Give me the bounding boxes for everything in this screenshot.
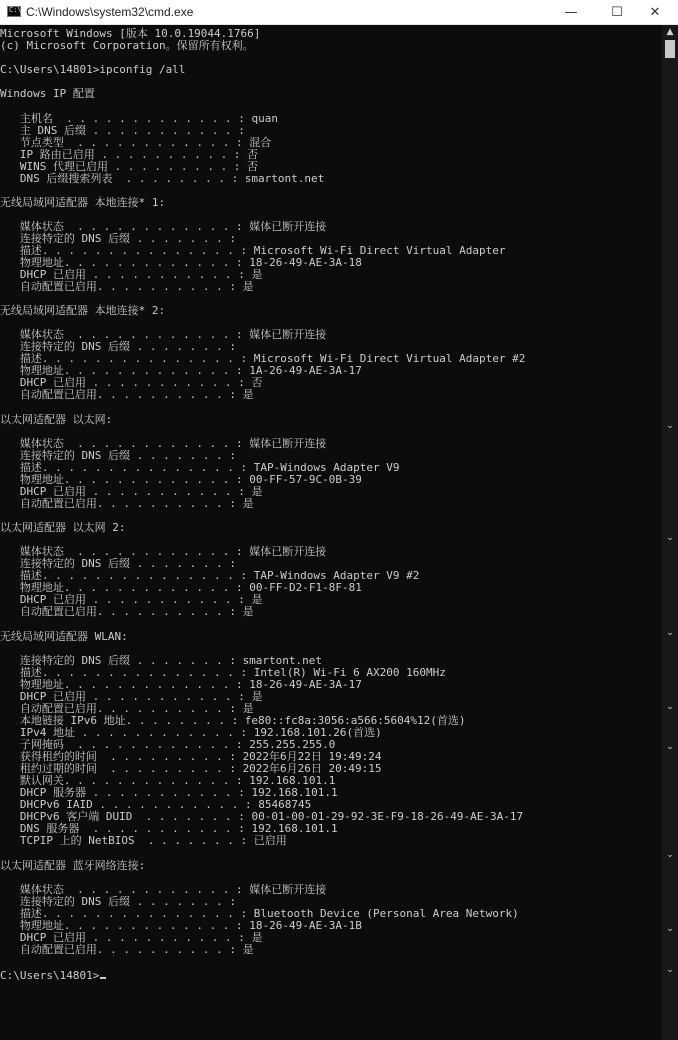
console-line: DHCPv6 客户端 DUID . . . . . . . : 00-01-00-01-29-92-3E-F9-18-26-49-AE-3A-17 xyxy=(0,810,524,823)
console-line: DHCP 已启用 . . . . . . . . . . . : 是 xyxy=(0,690,263,703)
console-line: 无线局域网适配器 WLAN: xyxy=(0,630,128,643)
console-line: C:\Users\14801>ipconfig /all xyxy=(0,63,186,76)
prompt-text: C:\Users\14801> xyxy=(0,969,100,982)
title-bar[interactable] xyxy=(0,0,678,25)
console-line: 物理地址. . . . . . . . . . . . . : 1A-26-49-AE-3A-17 xyxy=(0,364,362,377)
console-line: 自动配置已启用. . . . . . . . . . : 是 xyxy=(0,497,254,510)
scroll-chevron-icon: ⌄ xyxy=(666,742,674,752)
scroll-chevron-icon: ⌄ xyxy=(666,702,674,712)
console-line: 无线局域网适配器 本地连接* 1: xyxy=(0,196,166,209)
console-line: TCPIP 上的 NetBIOS . . . . . . . : 已启用 xyxy=(0,834,287,847)
console-line: 节点类型 . . . . . . . . . . . . : 混合 xyxy=(0,136,272,149)
console-line: 获得租约的时间 . . . . . . . . . : 2022年6月22日 19:49:24 xyxy=(0,750,382,763)
console-line: Windows IP 配置 xyxy=(0,87,95,100)
console-line: WINS 代理已启用 . . . . . . . . . : 否 xyxy=(0,160,259,173)
console-line: 租约过期的时间 . . . . . . . . . : 2022年6月26日 20:49:15 xyxy=(0,762,382,775)
console-line: 自动配置已启用. . . . . . . . . . : 是 xyxy=(0,605,254,618)
command-prompt[interactable] xyxy=(0,970,106,982)
console-line: DHCP 已启用 . . . . . . . . . . . : 是 xyxy=(0,268,263,281)
scroll-chevron-icon: ⌄ xyxy=(666,850,674,860)
console-line: 描述. . . . . . . . . . . . . . . : TAP-Windows Adapter V9 #2 xyxy=(0,569,420,582)
console-line: DHCPv6 IAID . . . . . . . . . . . : 85468745 xyxy=(0,798,312,811)
console-line: DHCP 已启用 . . . . . . . . . . . : 是 xyxy=(0,593,263,606)
console-line: 自动配置已启用. . . . . . . . . . : 是 xyxy=(0,702,254,715)
minimize-button[interactable]: — xyxy=(564,5,578,20)
scroll-chevron-icon: ⌄ xyxy=(666,924,674,934)
scroll-thumb[interactable] xyxy=(665,40,675,58)
console-line: DNS 后缀搜索列表 . . . . . . . . : smartont.net xyxy=(0,172,325,185)
console-line: DHCP 已启用 . . . . . . . . . . . : 是 xyxy=(0,931,263,944)
console-line: 连接特定的 DNS 后缀 . . . . . . . : smartont.net xyxy=(0,654,323,667)
console-line: 连接特定的 DNS 后缀 . . . . . . . : xyxy=(0,895,236,908)
console-line: 媒体状态 . . . . . . . . . . . . : 媒体已断开连接 xyxy=(0,328,327,341)
console-line: 主机名 . . . . . . . . . . . . . : quan xyxy=(0,112,279,125)
console-line: IPv4 地址 . . . . . . . . . . . . : 192.168.101.26(首选) xyxy=(0,726,382,739)
console-line: 自动配置已启用. . . . . . . . . . : 是 xyxy=(0,280,254,293)
console-line: 连接特定的 DNS 后缀 . . . . . . . : xyxy=(0,449,236,462)
console-line: 描述. . . . . . . . . . . . . . . : Microsoft Wi-Fi Direct Virtual Adapter #2 xyxy=(0,352,526,365)
window-title: C:\Windows\system32\cmd.exe xyxy=(26,5,194,19)
cmd-app-icon xyxy=(7,6,21,17)
console-line: 描述. . . . . . . . . . . . . . . : Intel(R) Wi-Fi 6 AX200 160MHz xyxy=(0,666,446,679)
console-line: DNS 服务器 . . . . . . . . . . . : 192.168.101.1 xyxy=(0,822,338,835)
console-line: 描述. . . . . . . . . . . . . . . : Bluetooth Device (Personal Area Network) xyxy=(0,907,519,920)
console-line: 描述. . . . . . . . . . . . . . . : Microsoft Wi-Fi Direct Virtual Adapter xyxy=(0,244,506,257)
console-line: 物理地址. . . . . . . . . . . . . : 18-26-49-AE-3A-1B xyxy=(0,919,362,932)
console-line: DHCP 已启用 . . . . . . . . . . . : 是 xyxy=(0,485,263,498)
console-line: 连接特定的 DNS 后缀 . . . . . . . : xyxy=(0,557,236,570)
scroll-chevron-icon: ⌄ xyxy=(666,533,674,543)
scroll-up-arrow-icon[interactable]: ▲ xyxy=(666,27,674,37)
console-line: 连接特定的 DNS 后缀 . . . . . . . : xyxy=(0,232,236,245)
vertical-scrollbar[interactable] xyxy=(662,25,678,1040)
console-line: 物理地址. . . . . . . . . . . . . : 18-26-49-AE-3A-18 xyxy=(0,256,362,269)
console-line: 无线局域网适配器 本地连接* 2: xyxy=(0,304,166,317)
console-line: DHCP 已启用 . . . . . . . . . . . : 否 xyxy=(0,376,263,389)
console-line: 本地链接 IPv6 地址. . . . . . . . : fe80::fc8a:3056:a566:5604%12(首选) xyxy=(0,714,466,727)
console-line: 物理地址. . . . . . . . . . . . . : 00-FF-D2-F1-8F-81 xyxy=(0,581,362,594)
maximize-button[interactable]: ☐ xyxy=(611,5,623,20)
console-line: 自动配置已启用. . . . . . . . . . : 是 xyxy=(0,388,254,401)
scroll-chevron-icon: ⌄ xyxy=(666,421,674,431)
console-line: 以太网适配器 以太网: xyxy=(0,413,113,426)
console-line: 描述. . . . . . . . . . . . . . . : TAP-Windows Adapter V9 xyxy=(0,461,400,474)
scroll-chevron-icon: ⌄ xyxy=(666,965,674,975)
console-line: 以太网适配器 以太网 2: xyxy=(0,521,126,534)
console-output[interactable] xyxy=(0,25,662,1040)
close-button[interactable]: ✕ xyxy=(649,5,661,20)
console-line: 默认网关. . . . . . . . . . . . . : 192.168.101.1 xyxy=(0,774,336,787)
console-line: 自动配置已启用. . . . . . . . . . : 是 xyxy=(0,943,254,956)
console-line: 子网掩码 . . . . . . . . . . . . : 255.255.255.0 xyxy=(0,738,336,751)
console-line: 物理地址. . . . . . . . . . . . . : 00-FF-57-9C-0B-39 xyxy=(0,473,362,486)
console-line: 媒体状态 . . . . . . . . . . . . : 媒体已断开连接 xyxy=(0,220,327,233)
text-cursor xyxy=(100,977,106,979)
console-line: 主 DNS 后缀 . . . . . . . . . . . : xyxy=(0,124,245,137)
app-icon-text: C:\ xyxy=(9,6,22,14)
console-line: 媒体状态 . . . . . . . . . . . . : 媒体已断开连接 xyxy=(0,883,327,896)
console-line: 物理地址. . . . . . . . . . . . . : 18-26-49-AE-3A-17 xyxy=(0,678,362,691)
scroll-chevron-icon: ⌄ xyxy=(666,628,674,638)
console-line: 媒体状态 . . . . . . . . . . . . : 媒体已断开连接 xyxy=(0,437,327,450)
console-line: 以太网适配器 蓝牙网络连接: xyxy=(0,859,146,872)
console-line: (c) Microsoft Corporation。保留所有权利。 xyxy=(0,39,254,52)
console-line: IP 路由已启用 . . . . . . . . . . : 否 xyxy=(0,148,259,161)
console-line: Microsoft Windows [版本 10.0.19044.1766] xyxy=(0,27,261,40)
console-line: 媒体状态 . . . . . . . . . . . . : 媒体已断开连接 xyxy=(0,545,327,558)
console-line: DHCP 服务器 . . . . . . . . . . . : 192.168.101.1 xyxy=(0,786,338,799)
console-line: 连接特定的 DNS 后缀 . . . . . . . : xyxy=(0,340,236,353)
